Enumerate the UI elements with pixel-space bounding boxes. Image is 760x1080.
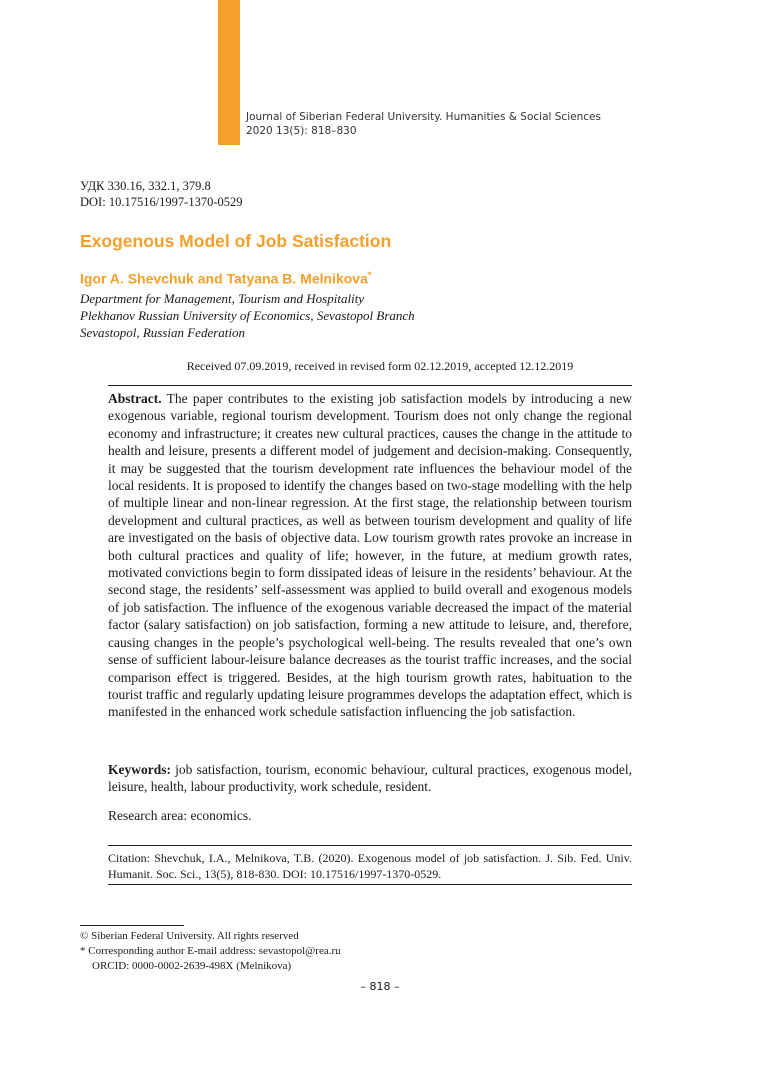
journal-issue: 2020 13(5): 818–830: [246, 125, 357, 137]
abstract: [108, 390, 632, 721]
udk-code: УДК 330.16, 332.1, 379.8: [80, 179, 211, 193]
footnote-rule: [80, 925, 184, 926]
journal-name: Journal of Siberian Federal University. Humanities & Social Sciences: [246, 111, 601, 123]
keywords: [108, 761, 632, 796]
author-names: Igor A. Shevchuk and Tatyana B. Melnikova: [80, 270, 368, 287]
citation-top-rule: [108, 845, 632, 846]
abstract-top-rule: [108, 385, 632, 386]
affiliation-department: Department for Management, Tourism and Hospitality: [80, 291, 365, 306]
abstract-label: Abstract.: [108, 391, 162, 406]
footnotes: [80, 929, 341, 974]
affiliation-university: Plekhanov Russian University of Economics, Sevastopol Branch: [80, 308, 415, 323]
journal-accent-bar: [218, 0, 240, 145]
keywords-text: job satisfaction, tourism, economic behaviour, cultural practices, exogenous model, leisure, health, labour productivity, work schedule, resident.: [108, 762, 632, 795]
authors: [80, 270, 371, 287]
doi: DOI: 10.17516/1997-1370-0529: [80, 195, 243, 209]
article-identifiers: [80, 178, 243, 210]
received-dates: Received 07.09.2019, received in revised form 02.12.2019, accepted 12.12.2019: [186, 359, 574, 373]
journal-header: [246, 110, 601, 138]
citation: Citation: Shevchuk, I.A., Melnikova, T.B. (2020). Exogenous model of job satisfaction. J. Sib. Fed. Univ. Humanit. Soc. Sci., 13(5), 818-830. DOI: 10.17516/1997-1370-0529.: [108, 851, 632, 881]
research-area: Research area: economics.: [108, 808, 252, 823]
abstract-text: The paper contributes to the existing job satisfaction models by introducing a new exogenous variable, regional tourism development. Tourism does not only change the regional economy and infrastructure; it creates new cultural practices, causes the change in the attitude to health and leisure, presents a different model of judgement and decision-making. Consequently, it may be suggested that the tourism development rate influences the behaviour model of the local residents. It is proposed to identify the changes based on two-stage modelling with the help of multiple linear and non-linear regression. At the first stage, the relationship between tourism development and cultural practices, as well as between tourism development and quality of life are investigated on the basis of objective data. Low tourism growth rates provoke an increase in both cultural practices and quality of life; however, in the future, at medium growth rates, motivated convictions begin to form dissipated ideas of leisure in the residents’ behaviour. At the second stage, the residents’ self-assessment was applied to build overall and exogenous models of job satisfaction. The influence of the exogenous variable decreased the impact of the material factor (salary satisfaction) on job satisfaction, forming a new attitude to leisure, and, therefore, causing changes in the people’s psychological well-being. The results revealed that one’s own sense of sufficient labour-leisure balance decreases as the tourist traffic increases, and the social comparison effect is triggered. Besides, at the high tourism growth rates, habituation to the tourist traffic and regularly updating leisure programmes develops the adaptation effect, which is manifested in the enhanced work schedule satisfaction influencing the job satisfaction.: [108, 391, 632, 720]
keywords-label: Keywords:: [108, 762, 171, 777]
affiliation-location: Sevastopol, Russian Federation: [80, 325, 246, 340]
article-title: Exogenous Model of Job Satisfaction: [80, 231, 392, 251]
affiliation: [80, 290, 415, 341]
corresponding-author-mark: *: [367, 270, 372, 280]
citation-bottom-rule: [108, 884, 632, 885]
corresponding-author-note: * Corresponding author E-mail address: sevastopol@rea.ru: [80, 945, 341, 957]
page-number: – 818 –: [360, 980, 400, 993]
orcid-note: ORCID: 0000-0002-2639-498X (Melnikova): [92, 960, 292, 972]
copyright-note: © Siberian Federal University. All rights reserved: [80, 930, 299, 942]
